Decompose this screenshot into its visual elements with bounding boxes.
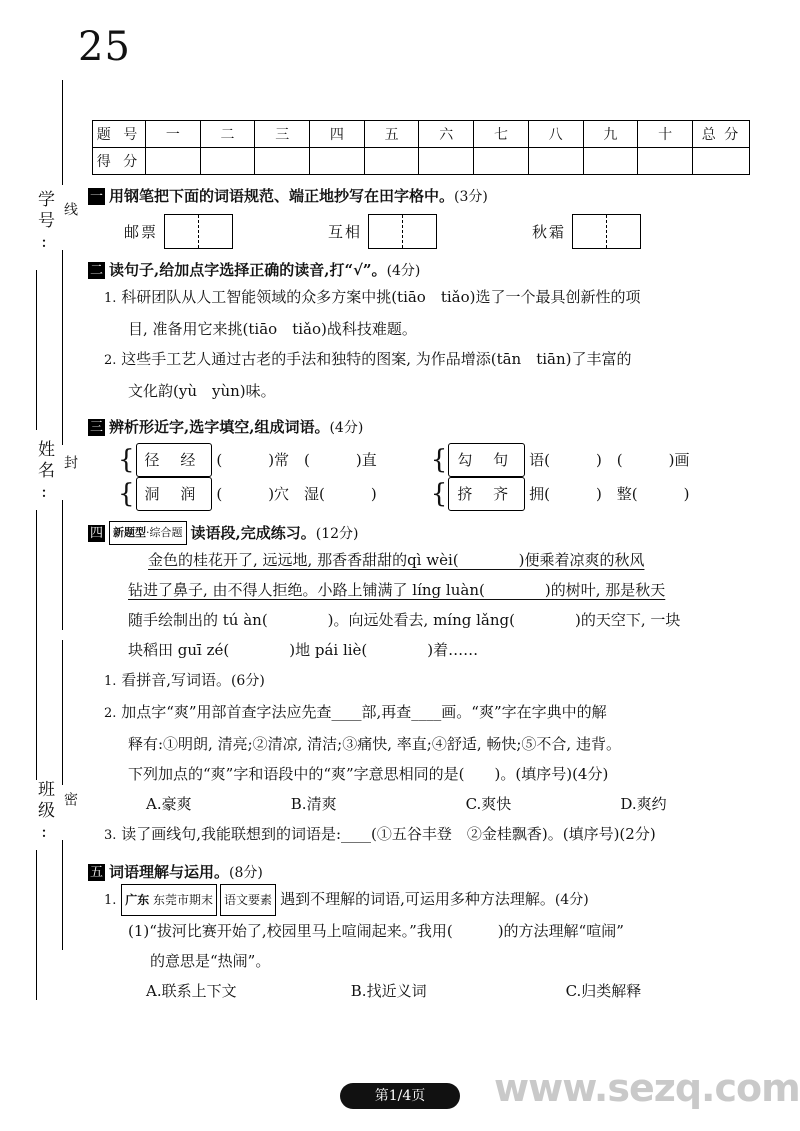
margin-divider [62, 640, 63, 785]
score-cell-total[interactable] [693, 148, 750, 175]
section-heading-2 [88, 259, 760, 282]
section-points-2: (4分) [386, 263, 421, 279]
score-col-total: 总 分 [693, 121, 750, 148]
char-pair-box[interactable]: 洞 润 [136, 477, 213, 511]
char-blank-text: 拥( [529, 485, 550, 503]
score-cell[interactable] [474, 148, 529, 175]
margin-divider [62, 500, 63, 630]
score-col-10: 十 [638, 121, 693, 148]
copy-word-label-1: 邮票 [124, 223, 159, 241]
score-cell[interactable] [528, 148, 583, 175]
char-blank-text: ( [216, 451, 223, 469]
item-text: 加点字“爽”用部首查字法应先查____部,再查____画。“爽”字在字典中的解 [121, 703, 607, 721]
item-text: 这些手工艺人通过古老的手法和独特的图案, 为作品增添(tān tiān)了丰富的 [121, 350, 632, 368]
question-4-2-line1 [104, 697, 760, 729]
score-col-2: 二 [200, 121, 255, 148]
passage-line-1: 金色的桂花开了, 远远地, 那香香甜甜的qì wèi( )便乘着凉爽的秋风 [148, 551, 645, 569]
question-5-1-sub1: (1)“拔河比赛开始了,校园里马上喧闹起来。”我用( )的方法理解“喧闹” [128, 922, 624, 940]
section-number-4: 四 [89, 526, 103, 541]
new-question-type-tag [109, 521, 187, 545]
margin-divider [62, 370, 63, 445]
margin-label-xian: 线 [62, 202, 78, 219]
question-2-2-line2: 文化韵(yù yùn)味。 [128, 382, 276, 400]
tag-new-label: 新题型 [113, 526, 146, 539]
copy-words-row [124, 214, 760, 249]
score-col-4: 四 [310, 121, 365, 148]
question-2-2-line1 [104, 344, 760, 376]
grid-cell[interactable] [607, 215, 640, 248]
copy-word-label-3: 秋霜 [532, 223, 567, 241]
tianzige-grid-1[interactable] [164, 214, 233, 249]
char-blank-text: ) [370, 485, 377, 503]
item-number: 3. [104, 828, 117, 843]
score-col-1: 一 [146, 121, 201, 148]
margin-label-banji: 班级: [34, 780, 54, 846]
question-5-1-sub1b: 的意思是“热闹”。 [150, 952, 271, 970]
margin-label-feng: 封 [62, 455, 78, 472]
question-4-2-options [146, 789, 760, 819]
question-4-2-line3: 下列加点的“爽”字和语段中的“爽”字意思相同的是( )。(填序号)(4分) [128, 765, 609, 783]
passage-line-2: 钻进了鼻子, 由不得人拒绝。小路上铺满了 líng luàn( )的树叶, 那是秋天 [128, 581, 666, 599]
section-heading-5 [88, 861, 760, 884]
score-cell[interactable] [364, 148, 419, 175]
score-table-label-题号: 题 号 [93, 121, 146, 148]
province-source: 东莞市期末 [153, 893, 214, 907]
section-heading-4 [88, 521, 760, 545]
brace-icon: { [118, 479, 135, 509]
char-pair-box[interactable]: 勾 句 [448, 443, 525, 477]
section-points-5: (8分) [229, 865, 263, 881]
copy-word-label-2: 互相 [328, 223, 363, 241]
page-footer-badge: 第1/4页 [340, 1083, 460, 1109]
section-points-4: (12分) [315, 526, 359, 542]
watermark: www.sezq.com [494, 1066, 800, 1110]
question-4-2-line2: 释有:①明朗, 清亮;②清凉, 清洁;③痛快, 率直;④舒适, 畅快;⑤不合, 违背。 [128, 735, 621, 753]
score-cell[interactable] [419, 148, 474, 175]
question-2-1-line1 [104, 282, 760, 314]
score-table [92, 120, 750, 175]
grid-cell[interactable] [403, 215, 436, 248]
score-col-3: 三 [255, 121, 310, 148]
section-number-2: 二 [89, 263, 103, 278]
passage-line-3: 随手绘制出的 tú àn( )。向远处看去, míng lǎng( )的天空下, 一块 [128, 611, 681, 629]
score-cell[interactable] [638, 148, 693, 175]
tianzige-grid-3[interactable] [572, 214, 641, 249]
section-heading-3 [88, 416, 760, 439]
province-tag [121, 884, 217, 916]
option-b[interactable]: B.找近义词 [350, 982, 427, 1000]
score-col-8: 八 [528, 121, 583, 148]
margin-label-xingming: 姓名: [34, 440, 54, 506]
brace-icon: { [430, 479, 448, 509]
score-cell[interactable] [583, 148, 638, 175]
section-heading-1 [88, 185, 760, 208]
char-blank-text: ) [683, 485, 690, 503]
char-pair-box[interactable]: 挤 齐 [448, 477, 525, 511]
margin-divider [36, 270, 37, 430]
language-element-tag: 语文要素 [220, 884, 276, 916]
province-name: 广东 [125, 893, 150, 907]
grid-cell[interactable] [369, 215, 403, 248]
question-5-1 [104, 884, 760, 916]
item-text: 遇到不理解的词语,可运用多种方法理解。 [280, 890, 555, 908]
item-number: 2. [104, 353, 117, 368]
option-b[interactable]: B.清爽 [290, 795, 337, 813]
score-cell[interactable] [310, 148, 365, 175]
tag-comp-label: ·综合题 [146, 526, 183, 539]
char-choice-row-2 [118, 477, 760, 511]
margin-divider [36, 510, 37, 780]
section-title-5: 词语理解与运用。 [109, 863, 230, 881]
char-blank-text: )画 [668, 451, 690, 469]
option-a[interactable]: A.联系上下文 [146, 982, 237, 1000]
char-choice-row-1 [118, 443, 760, 477]
option-c[interactable]: C.归类解释 [565, 982, 642, 1000]
item-text: 科研团队从人工智能领域的众多方案中挑(tiāo tiǎo)选了一个最具创新性的项 [121, 288, 641, 306]
char-blank-text: ( [216, 485, 223, 503]
passage-line-4: 块稻田 guī zé( )地 pái liè( )着…… [128, 641, 479, 659]
item-text: 读了画线句,我能联想到的词语是:____(①五谷丰登 ②金桂飘香)。(填序号)(2分) [121, 825, 656, 843]
item-number: 1. [104, 291, 117, 306]
question-4-3 [104, 819, 760, 851]
score-col-9: 九 [583, 121, 638, 148]
char-blank-text: )常 ( [268, 451, 310, 469]
question-5-1-options [146, 976, 760, 1006]
margin-label-xuehao: 学号: [34, 190, 54, 256]
section-title-4: 读语段,完成练习。 [190, 524, 316, 542]
page-number: 25 [78, 24, 131, 70]
char-blank-text: ) 整( [595, 485, 638, 503]
grid-cell[interactable] [199, 215, 232, 248]
table-row-scores [93, 148, 750, 175]
item-points: (4分) [554, 892, 589, 908]
section-number-5: 五 [89, 865, 103, 880]
item-number: 1. [104, 893, 117, 908]
score-col-5: 五 [364, 121, 419, 148]
brace-icon: { [118, 445, 135, 475]
margin-divider [62, 250, 63, 370]
grid-cell[interactable] [573, 215, 607, 248]
table-row-question-numbers [93, 121, 750, 148]
margin-divider [36, 850, 37, 1000]
exam-content [88, 120, 760, 1006]
option-d[interactable]: D.爽约 [620, 795, 667, 813]
char-blank-text: )穴 湿( [268, 485, 325, 503]
tianzige-grid-2[interactable] [368, 214, 437, 249]
char-pair-box[interactable]: 径 经 [136, 443, 213, 477]
left-margin-column [20, 80, 78, 1040]
section-number-3: 三 [89, 420, 103, 435]
score-table-label-得分: 得 分 [93, 148, 146, 175]
item-text: 看拼音,写词语。 [121, 671, 231, 689]
item-points: (6分) [230, 673, 265, 689]
section-title-1: 用钢笔把下面的词语规范、端正地抄写在田字格中。 [109, 187, 455, 205]
item-number: 2. [104, 706, 117, 721]
question-2-1-line2: 目, 准备用它来挑(tiāo tiǎo)战科技难题。 [128, 320, 417, 338]
option-a[interactable]: A.豪爽 [146, 795, 192, 813]
grid-cell[interactable] [165, 215, 199, 248]
score-col-7: 七 [474, 121, 529, 148]
margin-divider [62, 840, 63, 950]
char-blank-text: ) ( [595, 451, 623, 469]
option-c[interactable]: C.爽快 [465, 795, 512, 813]
char-blank-text: )直 [355, 451, 377, 469]
char-blank-text: 语( [529, 451, 550, 469]
section-number-1: 一 [89, 189, 103, 204]
score-cell[interactable] [146, 148, 201, 175]
item-number: 1. [104, 674, 117, 689]
question-4-1 [104, 665, 760, 697]
score-cell[interactable] [255, 148, 310, 175]
margin-divider [62, 80, 63, 185]
section-points-3: (4分) [329, 420, 364, 436]
brace-icon: { [430, 445, 448, 475]
section-points-1: (3分) [454, 189, 488, 205]
section-title-3: 辨析形近字,选字填空,组成词语。 [109, 418, 330, 436]
score-col-6: 六 [419, 121, 474, 148]
char-choice-block [118, 443, 760, 511]
margin-label-mi: 密 [62, 792, 78, 809]
section-title-2: 读句子,给加点字选择正确的读音,打“√”。 [109, 261, 387, 279]
score-cell[interactable] [200, 148, 255, 175]
